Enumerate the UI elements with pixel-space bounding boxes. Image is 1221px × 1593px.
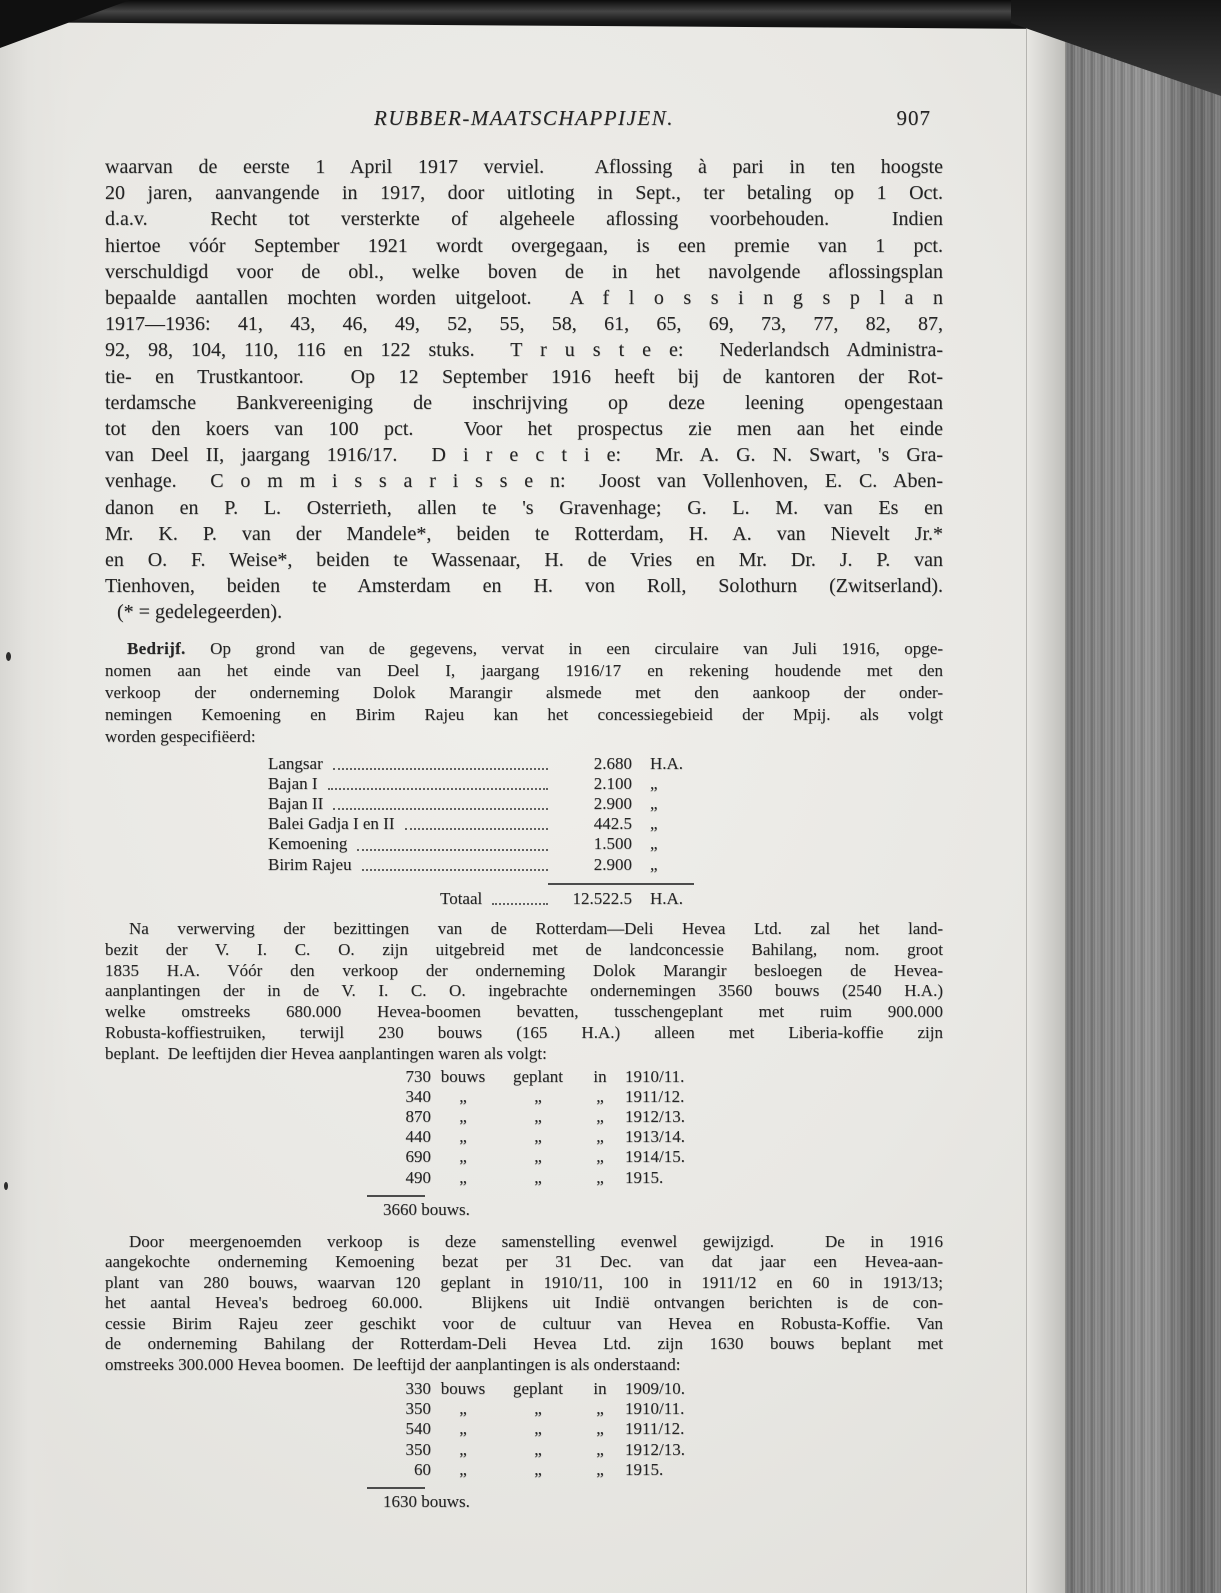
geplant-word: geplant — [512, 1066, 564, 1086]
sum-rule — [367, 1195, 425, 1197]
paragraph-loan-terms — [105, 154, 943, 626]
text-line: verschuldigd voor de obl., welke boven de in het navolgende aflossingsplan — [105, 260, 943, 283]
text-line: d.a.v. Recht tot versterkte of algeheele aflossing voorbehouden. Indien — [105, 208, 943, 231]
sum-total: 1630 bouws. — [383, 1491, 470, 1511]
geplant-word: „ — [534, 1127, 542, 1147]
area-unit: „ — [650, 773, 658, 793]
planting-season: 1913/14. — [625, 1127, 685, 1147]
concession-table — [268, 754, 708, 909]
table-row — [268, 794, 708, 814]
text-line: omstreeks 300.000 Hevea boomen. De leeftijd der aanplantingen is als onderstaand: — [105, 1354, 681, 1374]
table-row — [268, 855, 708, 875]
dot-leader — [362, 869, 548, 871]
bouws-word: „ — [459, 1167, 467, 1187]
plantation-name: Bajan I — [268, 773, 318, 793]
table-row — [268, 814, 708, 834]
dot-leader — [405, 828, 549, 830]
text-line: danon en P. L. Osterrieth, allen te 's Gravenhage; G. L. M. van Es en — [105, 496, 943, 519]
area-unit: „ — [650, 794, 658, 814]
sum-total: 3660 bouws. — [383, 1199, 470, 1219]
bouws-amount: 440 — [405, 1127, 431, 1147]
planting-row — [385, 1107, 943, 1127]
bouws-amount: 730 — [405, 1066, 431, 1086]
text-line: het aantal Hevea's bedroeg 60.000. Blijkens uit Indië ontvangen berichten is de con- — [105, 1293, 943, 1313]
planting-row — [385, 1087, 943, 1107]
page-content — [105, 106, 943, 1512]
geplant-word: „ — [534, 1459, 542, 1479]
geplant-word: „ — [534, 1167, 542, 1187]
paragraph-bedrijf — [105, 638, 943, 748]
area-value: 2.680 — [593, 753, 632, 773]
planting-row — [385, 1147, 943, 1167]
text-line: van Deel II, jaargang 1916/17. D i r e c t i e: Mr. A. G. N. Swart, 's Gra- — [105, 444, 943, 467]
text-line: nemingen Kemoening en Birim Rajeu kan het concessiegebieid der Mpij. als volgt — [105, 704, 943, 724]
text-line: Mr. K. P. van der Mandele*, beiden te Rotterdam, H. A. van Nievelt Jr.* — [105, 522, 943, 545]
plantation-name: Balei Gadja I en II — [268, 814, 395, 834]
text-line: (* = gedelegeerden). — [117, 601, 283, 624]
geplant-word: geplant — [512, 1378, 564, 1398]
planting-row — [385, 1379, 943, 1399]
bouws-amount: 490 — [405, 1167, 431, 1187]
text-line: Door meergenoemden verkoop is deze samenstelling evenwel gewijzigd. De in 1916 — [129, 1232, 943, 1252]
planting-row — [385, 1419, 943, 1439]
area-value: 2.900 — [593, 854, 632, 874]
bouws-amount: 330 — [405, 1378, 431, 1398]
total-value: 12.522.5 — [572, 888, 632, 908]
bouws-amount: 870 — [405, 1107, 431, 1127]
dot-leader — [357, 849, 548, 851]
area-unit: „ — [650, 814, 658, 834]
text-line: terdamsche Bankvereeniging de inschrijving op deze leening opengestaan — [105, 391, 943, 414]
bouws-word: „ — [459, 1419, 467, 1439]
planting-season: 1914/15. — [625, 1147, 685, 1167]
planting-list-bahilang — [105, 1379, 943, 1512]
bouws-amount: 350 — [405, 1439, 431, 1459]
in-word: „ — [596, 1127, 604, 1147]
in-word: „ — [596, 1107, 604, 1127]
text-line: bezit der V. I. C. O. zijn uitgebreid met de landconcessie Bahilang, nom. groot — [105, 939, 943, 959]
plantation-name: Kemoening — [268, 834, 348, 854]
bedrijf-rest-lines — [105, 660, 943, 748]
planting-season: 1915. — [625, 1167, 664, 1187]
text-line: bepaalde aantallen mochten worden uitgeloot. A f l o s s i n g s p l a n — [105, 287, 943, 310]
in-word: „ — [596, 1439, 604, 1459]
scan-speck — [6, 652, 11, 661]
planting-season: 1915. — [625, 1459, 664, 1479]
area-unit: „ — [650, 834, 658, 854]
dot-leader — [333, 808, 548, 810]
paragraph-changes — [105, 1232, 943, 1375]
in-word: „ — [596, 1086, 604, 1106]
text-line: hiertoe vóór September 1921 wordt overgegaan, is een premie van 1 pct. — [105, 234, 943, 257]
bouws-word: bouws — [440, 1066, 486, 1086]
planting-season: 1912/13. — [625, 1107, 685, 1127]
bouws-amount: 60 — [414, 1459, 431, 1479]
text-line: Na verwerving der bezittingen van de Rotterdam—Deli Hevea Ltd. zal het land- — [129, 919, 943, 939]
in-word: in — [593, 1378, 607, 1398]
planting-row — [385, 1127, 943, 1147]
text-line: tot den koers van 100 pct. Voor het prospectus zie men aan het einde — [105, 418, 943, 441]
text-line: aanplantingen der in de V. I. C. O. ingebrachte ondernemingen 3560 bouws (2540 H.A.) — [105, 981, 943, 1001]
text-line: tie- en Trustkantoor. Op 12 September 1916 heeft bij de kantoren der Rot- — [105, 365, 943, 388]
dot-leader — [333, 768, 548, 770]
text-line: de onderneming Bahilang der Rotterdam-Deli Hevea Ltd. zijn 1630 bouws beplant met — [105, 1334, 943, 1354]
planting-row — [385, 1067, 943, 1087]
dot-leader — [492, 903, 548, 905]
planting-season: 1911/12. — [625, 1086, 685, 1106]
plantation-name: Langsar — [268, 753, 323, 773]
page-number: 907 — [896, 106, 931, 130]
bedrijf-first-line: Op grond van de gegevens, vervat in een circulaire van Juli 1916, opge- — [210, 638, 944, 658]
page-heading: RUBBER-MAATSCHAPPIJEN. — [374, 106, 674, 130]
plantation-name: Bajan II — [268, 794, 324, 814]
in-word: „ — [596, 1167, 604, 1187]
area-value: 442.5 — [593, 814, 632, 834]
text-line: plant van 280 bouws, waarvan 120 geplant in 1910/11, 100 in 1911/12 en 60 in 1913/13; — [105, 1272, 943, 1292]
in-word: „ — [596, 1399, 604, 1419]
planting-list-1916 — [105, 1067, 943, 1220]
bouws-amount: 350 — [405, 1399, 431, 1419]
table-row — [268, 754, 708, 774]
text-line: en O. F. Weise*, beiden te Wassenaar, H. de Vries en Mr. Dr. J. P. van — [105, 549, 943, 572]
bouws-word: „ — [459, 1147, 467, 1167]
text-line: cessie Birim Rajeu zeer geschikt voor de cultuur van Hevea en Robusta-Koffie. Van — [105, 1313, 943, 1333]
text-line: Tienhoven, beiden te Amsterdam en H. von Roll, Solothurn (Zwitserland). — [105, 575, 943, 598]
running-header — [105, 106, 943, 134]
text-line: 1917—1936: 41, 43, 46, 49, 52, 55, 58, 61, 65, 69, 73, 77, 82, 87, — [105, 313, 943, 336]
in-word: „ — [596, 1147, 604, 1167]
page-gutter — [1026, 0, 1066, 1593]
in-word: „ — [596, 1419, 604, 1439]
geplant-word: „ — [534, 1147, 542, 1167]
bouws-amount: 340 — [405, 1086, 431, 1106]
planting-row — [385, 1399, 943, 1419]
text-line: nomen aan het einde van Deel I, jaargang 1916/17 en rekening houdende met den — [105, 660, 943, 680]
text-line: aangekochte onderneming Kemoening bezat per 31 Dec. van dat jaar een Hevea-aan- — [105, 1252, 943, 1272]
text-line: beplant. De leeftijden dier Hevea aanplantingen waren als volgt: — [105, 1043, 547, 1063]
bouws-word: „ — [459, 1127, 467, 1147]
area-value: 2.900 — [593, 794, 632, 814]
bouws-word: „ — [459, 1459, 467, 1479]
planting-row — [385, 1440, 943, 1460]
bouws-amount: 540 — [405, 1419, 431, 1439]
bouws-word: „ — [459, 1439, 467, 1459]
planting-season: 1910/11. — [625, 1399, 685, 1419]
paragraph-expansion — [105, 919, 943, 1065]
planting-season: 1910/11. — [625, 1066, 685, 1086]
bouws-word: „ — [459, 1086, 467, 1106]
area-value: 1.500 — [593, 834, 632, 854]
geplant-word: „ — [534, 1399, 542, 1419]
scan-speck — [4, 1182, 8, 1190]
text-line: verkoop der onderneming Dolok Marangir alsmede met den aankoop der onder- — [105, 682, 943, 702]
text-line: 92, 98, 104, 110, 116 en 122 stuks. T r u s t e e: Nederlandsch Administra- — [105, 339, 943, 362]
bouws-word: bouws — [440, 1378, 486, 1398]
bouws-word: „ — [459, 1107, 467, 1127]
book-page-edges — [1064, 0, 1221, 1593]
area-unit: „ — [650, 854, 658, 874]
total-unit: H.A. — [650, 888, 684, 908]
text-line: welke omstreeks 680.000 Hevea-boomen bevatten, tusschengeplant met ruim 900.000 — [105, 1002, 943, 1022]
geplant-word: „ — [534, 1439, 542, 1459]
text-line: waarvan de eerste 1 April 1917 verviel. Aflossing à pari in ten hoogste — [105, 156, 943, 178]
bouws-word: „ — [459, 1399, 467, 1419]
in-word: „ — [596, 1459, 604, 1479]
table-total-row — [268, 889, 708, 909]
geplant-word: „ — [534, 1419, 542, 1439]
text-line: venhage. C o m m i s s a r i s s e n: Joost van Vollenhoven, E. C. Aben- — [105, 470, 943, 493]
scan-shadow-top-left — [0, 0, 130, 48]
area-value: 2.100 — [593, 773, 632, 793]
text-line: Robusta-koffiestruiken, terwijl 230 bouws (165 H.A.) alleen met Liberia-koffie zijn — [105, 1023, 943, 1043]
in-word: in — [593, 1066, 607, 1086]
total-rule — [548, 883, 694, 885]
dot-leader — [328, 788, 548, 790]
text-line: worden gespecifiëerd: — [105, 726, 256, 746]
planting-row — [385, 1460, 943, 1480]
table-row — [268, 774, 708, 794]
planting-row — [385, 1168, 943, 1188]
geplant-word: „ — [534, 1107, 542, 1127]
sum-rule — [367, 1487, 425, 1489]
planting-season: 1909/10. — [625, 1378, 685, 1398]
text-line — [105, 638, 943, 660]
text-line: 1835 H.A. Vóór den verkoop der onderneming Dolok Marangir besloegen de Hevea- — [105, 960, 943, 980]
total-label: Totaal — [440, 888, 483, 908]
plantation-name: Birim Rajeu — [268, 854, 352, 874]
table-row — [268, 834, 708, 854]
planting-season: 1911/12. — [625, 1419, 685, 1439]
area-unit: H.A. — [650, 753, 684, 773]
bedrijf-label: Bedrijf. — [127, 638, 186, 658]
planting-season: 1912/13. — [625, 1439, 685, 1459]
text-line: 20 jaren, aanvangende in 1917, door uitloting in Sept., ter betaling op 1 Oct. — [105, 182, 943, 205]
geplant-word: „ — [534, 1086, 542, 1106]
bouws-amount: 690 — [405, 1147, 431, 1167]
